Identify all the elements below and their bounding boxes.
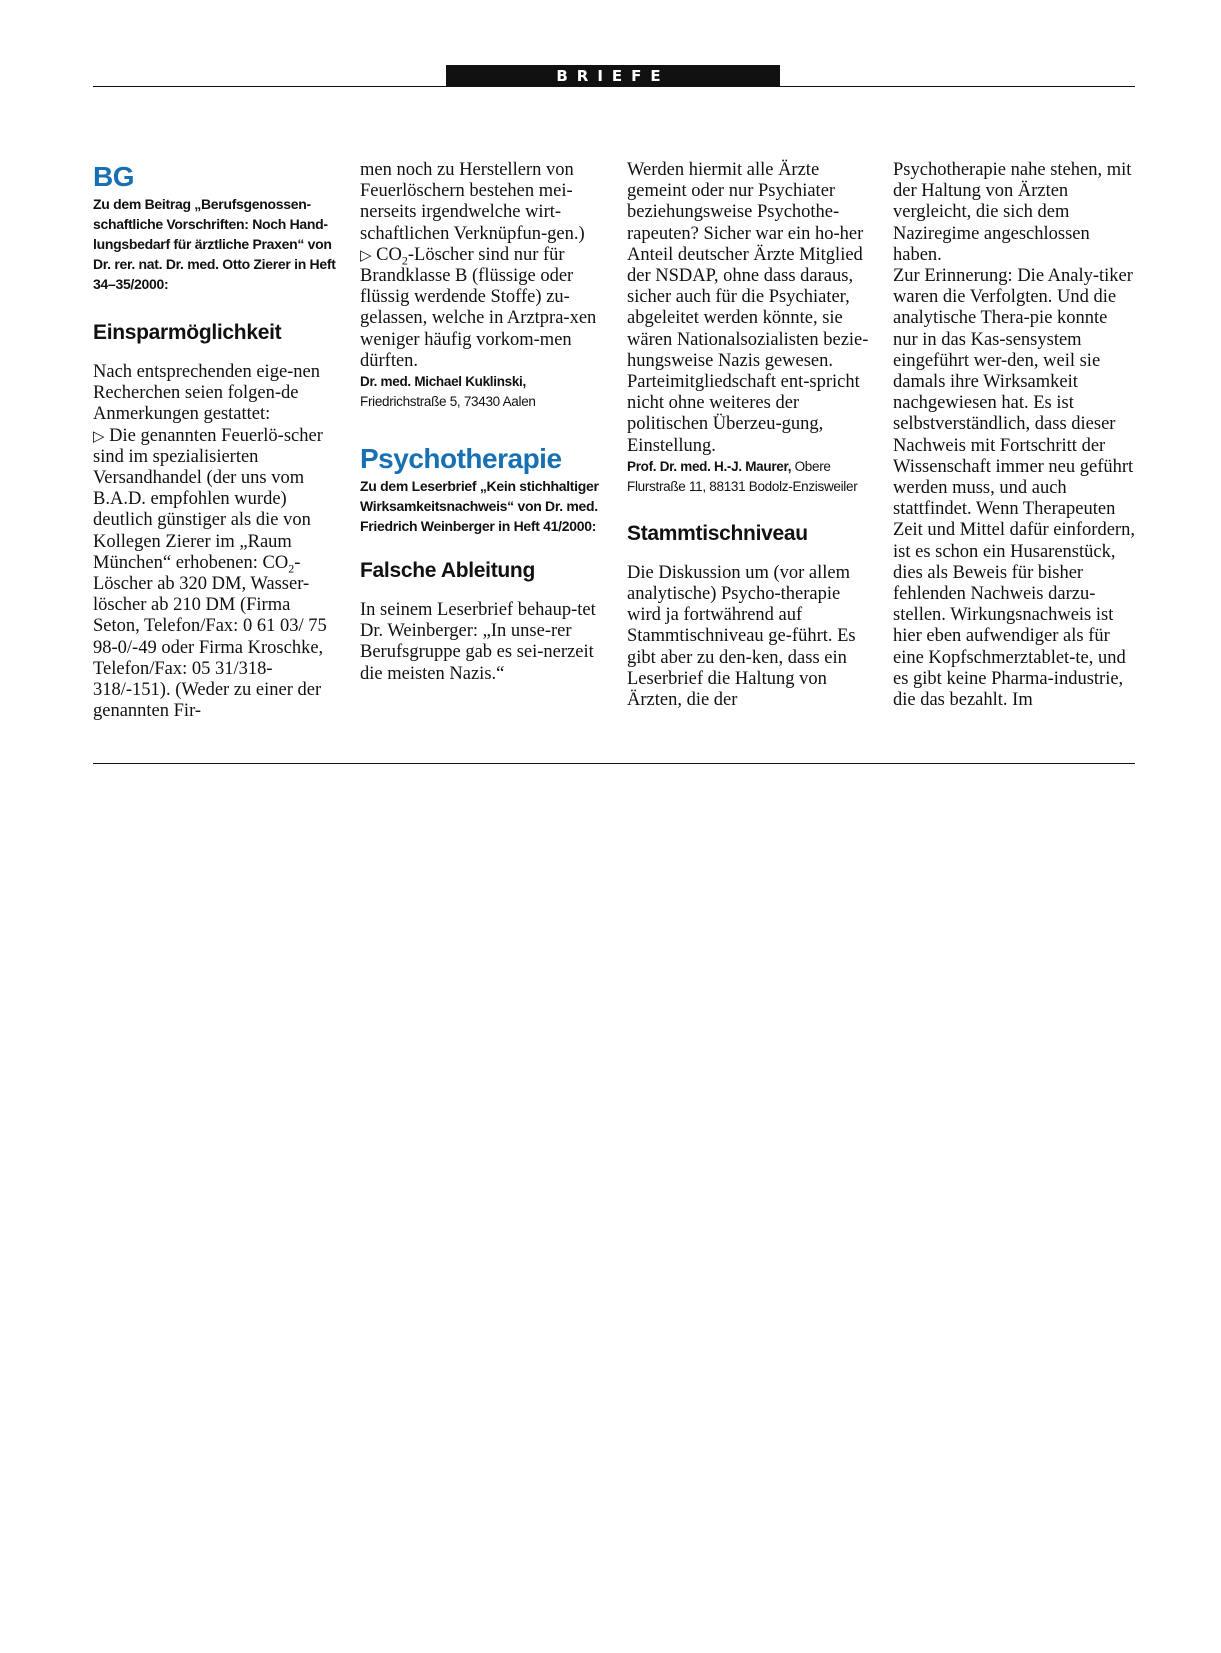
triangle-bullet-icon: ▷ [93, 426, 105, 445]
section-header: BRIEFE [446, 65, 780, 87]
letter-paragraph-continued: men noch zu Herstellern von Feuerlöschern bestehen mei-nerseits irgendwelche wirt-schaftlichen Verknüpfun-gen.) [360, 160, 585, 244]
section-title-psychotherapie: Psychotherapie [360, 443, 562, 475]
section-title-bg: BG [93, 161, 134, 192]
triangle-bullet-icon: ▷ [360, 245, 372, 264]
letter-paragraph: Die Diskussion um (vor allem analytische) Psycho-therapie wird ja fortwährend auf Stammtischniveau ge-führt. Es gibt aber zu den-ken, dass ein Leserbrief die Haltung von Ärzten, die der [627, 562, 856, 711]
column-1 [93, 160, 341, 722]
letter-paragraph: Werden hiermit alle Ärzte gemeint oder nur Psychiater beziehungsweise Psychothe-rapeuten? Sicher war ein ho-her Anteil deutscher Ärzte Mitglied der NSDAP, ohne dass daraus, sicher auch für die Psychiater, abgeleitet werden könnte, sie wären Nationalsozialisten bezie-hungsweise Nazis gewesen. Parteimitgliedschaft ent-spricht nicht ohne weiteres der politischen Überzeu-gung, Einstellung. [627, 160, 869, 456]
bottom-rule [93, 763, 1135, 764]
column-2 [360, 160, 608, 685]
letter-paragraph: In seinem Leserbrief behaup-tet Dr. Weinberger: „In unse-rer Berufsgruppe gab es sei-nerzeit die meisten Nazis.“ [360, 600, 596, 684]
letter-paragraph: Psychotherapie nahe stehen, mit der Haltung von Ärzten vergleicht, die sich dem Naziregime angeschlossen haben. [893, 160, 1132, 265]
letter-bullet-1: ▷ Die genannten Feuerlö-scher sind im spezialisierten Versandhandel (der uns vom B.A.D. empfohlen wurde) deutlich günstiger als die von Kollegen Zierer im „Raum München“ erhobenen: $CO_2$-Löscher ab 320 DM, Wasser-löscher ab 210 DM (Firma Seton, Telefon/Fax: 0 61 03/ 75 98-0/-49 oder Firma Kroschke, Telefon/Fax: 05 31/318-318/-151). (Weder zu einer der genannten Fir- [93, 425, 327, 722]
letter-subhead-stammtischniveau: Stammtischniveau [627, 521, 808, 545]
article-intro-bg: Zu dem Beitrag „Berufsgenossen-schaftliche Vorschriften: Noch Hand-lungsbedarf für ärztliche Praxen“ von Dr. rer. nat. Dr. med. Otto Zierer in Heft 34–35/2000: [93, 196, 336, 292]
column-3 [627, 160, 875, 711]
article-intro-psychotherapie: Zu dem Leserbrief „Kein stichhaltiger Wirksamkeitsnachweis“ von Dr. med. Friedrich Weinberger in Heft 41/2000: [360, 478, 599, 535]
top-rule [93, 86, 1135, 87]
letter-paragraph: Nach entsprechenden eige-nen Recherchen seien folgen-de Anmerkungen gestattet: [93, 362, 321, 425]
letter-bullet-2: ▷ $CO_2$-Löscher sind nur für Brandklasse B (flüssige oder flüssig werdende Stoffe) zu-gelassen, welche in Arztpra-xen weniger häufig vorkom-men dürften. [360, 244, 597, 371]
letter-subhead-falsche-ableitung: Falsche Ableitung [360, 559, 535, 583]
letter-author: Dr. med. Michael Kuklinski, Friedrichstraße 5, 73430 Aalen [360, 374, 536, 410]
letter-author: Prof. Dr. med. H.-J. Maurer, Obere Flurstraße 11, 88131 Bodolz-Enzisweiler [627, 458, 858, 494]
letter-paragraph: Zur Erinnerung: Die Analy-tiker waren die Verfolgten. Und die analytische Thera-pie konnte nur in das Kas-sensystem eingeführt wer-den, weil sie damals ihre Wirksamkeit nachgewiesen hat. Es ist selbstverständlich, dass dieser Nachweis mit Fortschritt der Wissenschaft immer neu geführt werden muss, und auch stattfindet. Wenn Therapeuten Zeit und Mittel dafür einfordern, ist es schon ein Husarenstück, dies als Beweis für bisher fehlenden Nachweis darzu-stellen. Wirkungsnachweis ist hier eben aufwendiger als für eine Kopfschmerztablet-te, und es gibt keine Pharma-industrie, die das bezahlt. Im [893, 266, 1135, 711]
letter-subhead-einsparmoeglichkeit: Einsparmöglichkeit [93, 321, 282, 344]
column-4 [893, 160, 1135, 711]
